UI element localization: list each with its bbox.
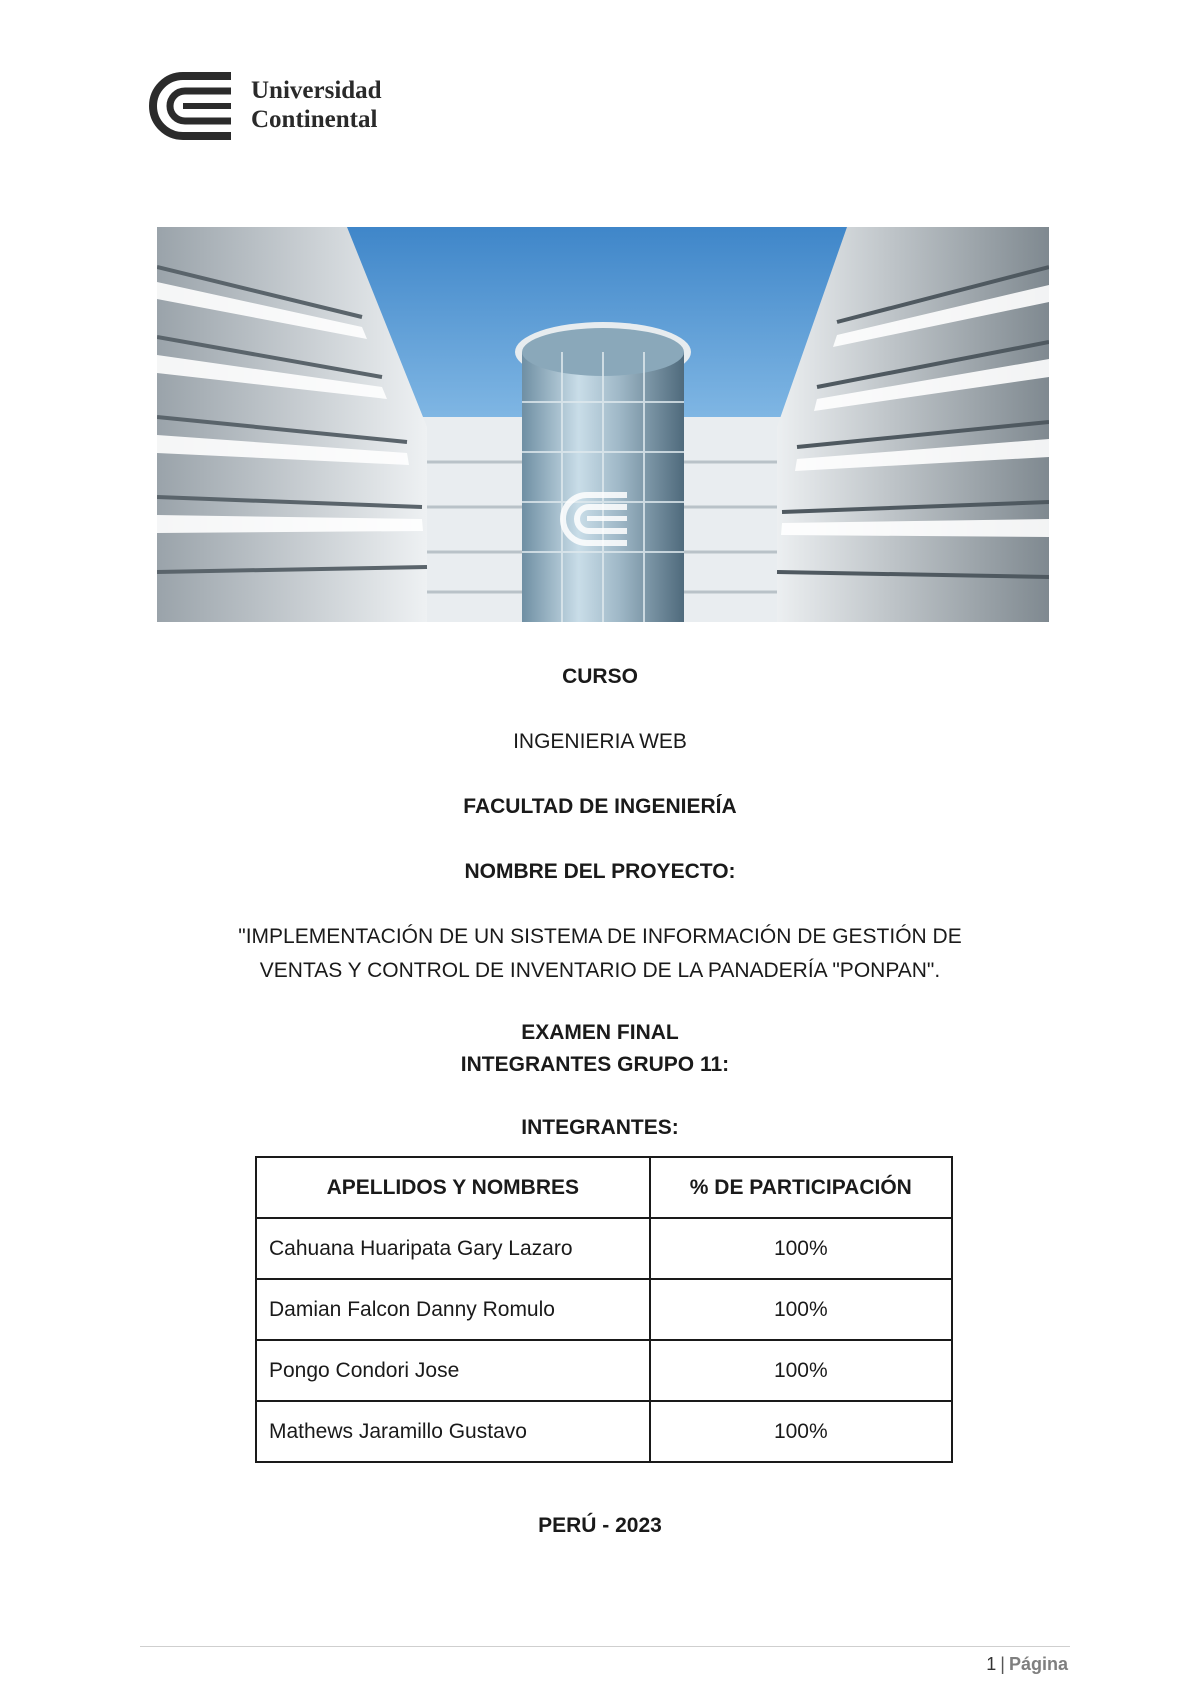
member-name: Cahuana Huaripata Gary Lazaro: [256, 1218, 650, 1279]
project-title-line-2: VENTAS Y CONTROL DE INVENTARIO DE LA PANADERÍA "PONPAN".: [259, 959, 941, 982]
table-row: [256, 1279, 952, 1340]
faculty-name: FACULTAD DE INGENIERÍA: [463, 795, 737, 818]
group-label: INTEGRANTES GRUPO 11:: [460, 1053, 730, 1076]
column-header-names: APELLIDOS Y NOMBRES: [256, 1157, 650, 1218]
member-participation: 100%: [650, 1279, 952, 1340]
project-title: [160, 920, 1040, 988]
column-header-participation: % DE PARTICIPACIÓN: [650, 1157, 952, 1218]
table-header-row: [256, 1157, 952, 1218]
footer-divider: [140, 1646, 1070, 1647]
member-name: Mathews Jaramillo Gustavo: [256, 1401, 650, 1462]
page-label: Página: [1008, 1654, 1068, 1674]
member-name: Damian Falcon Danny Romulo: [256, 1279, 650, 1340]
members-label: INTEGRANTES:: [521, 1116, 679, 1139]
logo-line-2: Continental: [251, 106, 378, 133]
continental-emblem-icon: [143, 70, 239, 142]
university-logo: [143, 70, 403, 142]
table-row: [256, 1218, 952, 1279]
course-label: CURSO: [562, 665, 638, 688]
footer-separator: |: [1000, 1654, 1005, 1674]
project-label: NOMBRE DEL PROYECTO:: [464, 860, 736, 883]
university-name: [251, 76, 382, 134]
page-footer: [986, 1654, 1068, 1675]
location-year: PERÚ - 2023: [538, 1514, 662, 1537]
table-row: [256, 1340, 952, 1401]
logo-line-1: Universidad: [251, 77, 382, 104]
member-name: Pongo Condori Jose: [256, 1340, 650, 1401]
member-participation: 100%: [650, 1218, 952, 1279]
members-table: [255, 1156, 953, 1463]
project-title-line-1: "IMPLEMENTACIÓN DE UN SISTEMA DE INFORMACIÓN DE GESTIÓN DE: [238, 925, 962, 948]
course-name: INGENIERIA WEB: [513, 730, 687, 753]
page-number: 1: [986, 1654, 997, 1674]
exam-label: EXAMEN FINAL: [521, 1021, 679, 1044]
member-participation: 100%: [650, 1340, 952, 1401]
campus-building-photo: [157, 227, 1049, 622]
member-participation: 100%: [650, 1401, 952, 1462]
table-row: [256, 1401, 952, 1462]
